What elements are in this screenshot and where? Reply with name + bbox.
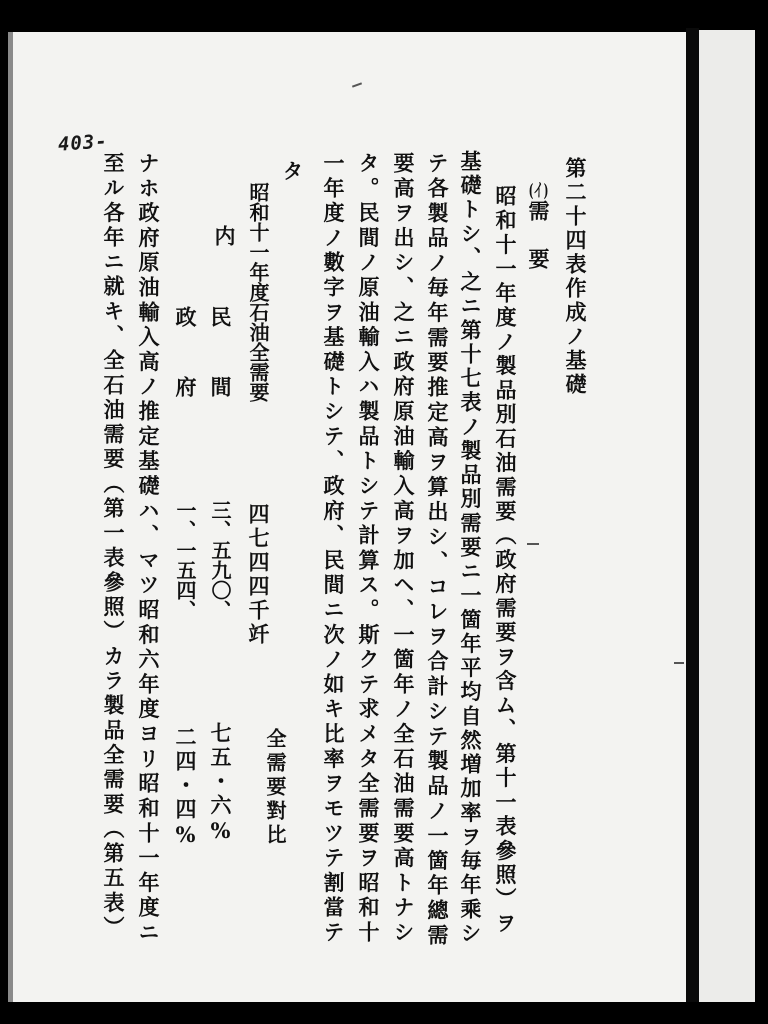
ratio-header: 全需要對比 xyxy=(263,728,287,848)
paragraph1-line: 要高ヲ出シ、之ニ政府原油輸入高ヲ加ヘ、一箇年ノ全石油需要高トナシ xyxy=(391,152,416,942)
paragraph1-line: テ各製品ノ毎年需要推定高ヲ算出シ、コレヲ合計シテ製品ノ一箇年總需 xyxy=(425,152,450,945)
row-label-government: 政 府 xyxy=(173,306,198,411)
paragraph1-line: 基礎トシ、之ニ第十七表ノ製品別需要ニ一箇年平均自然増加率ヲ毎年乘シ xyxy=(458,150,483,943)
table-heading: 第二十四表作成ノ基礎 xyxy=(563,157,588,397)
section-title-text: 需 要 xyxy=(526,200,551,272)
section-marker: (イ) xyxy=(528,182,549,200)
row-value-government: 一、一五四、 xyxy=(173,500,197,620)
paragraph1-line: タ xyxy=(280,160,305,184)
row-ratio-private: 七五・六% xyxy=(208,722,233,846)
paragraph2-line: 至ル各年ニ就キ、全石油需要（第一表參照）カラ製品全需要（第五表） xyxy=(101,152,126,937)
book-binding xyxy=(686,28,699,1002)
paragraph1-line: タ。民間ノ原油輸入ハ製品トシテ計算ス。斯クテ求メタ全需要ヲ昭和十 xyxy=(356,152,381,942)
paper-left-edge xyxy=(8,32,13,1002)
paragraph2-line: ナホ政府原油輸入高ノ推定基礎ハ、マツ昭和六年度ヨリ昭和十一年度ニ xyxy=(136,152,161,942)
row-value-private: 三、五九〇、 xyxy=(208,500,232,620)
paragraph1-line: 昭和十一年度ノ製品別石油需要（政府需要ヲ含ム、第十一表參照）ヲ xyxy=(493,185,518,934)
row-label-private: 民 間 xyxy=(208,306,233,411)
row-prefix: 内 xyxy=(212,225,237,249)
handwritten-page-number: 403- xyxy=(57,130,109,156)
scan-mark xyxy=(527,543,539,545)
paragraph1-line: 一年度ノ數字ヲ基礎トシテ、政府、民間ニ次ノ如キ比率ヲモツテ割當テ xyxy=(321,152,346,943)
next-leaf-edge xyxy=(699,30,755,1002)
scan-mark xyxy=(674,662,684,664)
row-ratio-government: 二四・四% xyxy=(173,726,198,850)
total-demand-value: 四七四四千竏 xyxy=(246,503,271,647)
section-title xyxy=(524,182,552,272)
total-demand-label: 昭和十一年度石油全需要 xyxy=(246,182,270,402)
